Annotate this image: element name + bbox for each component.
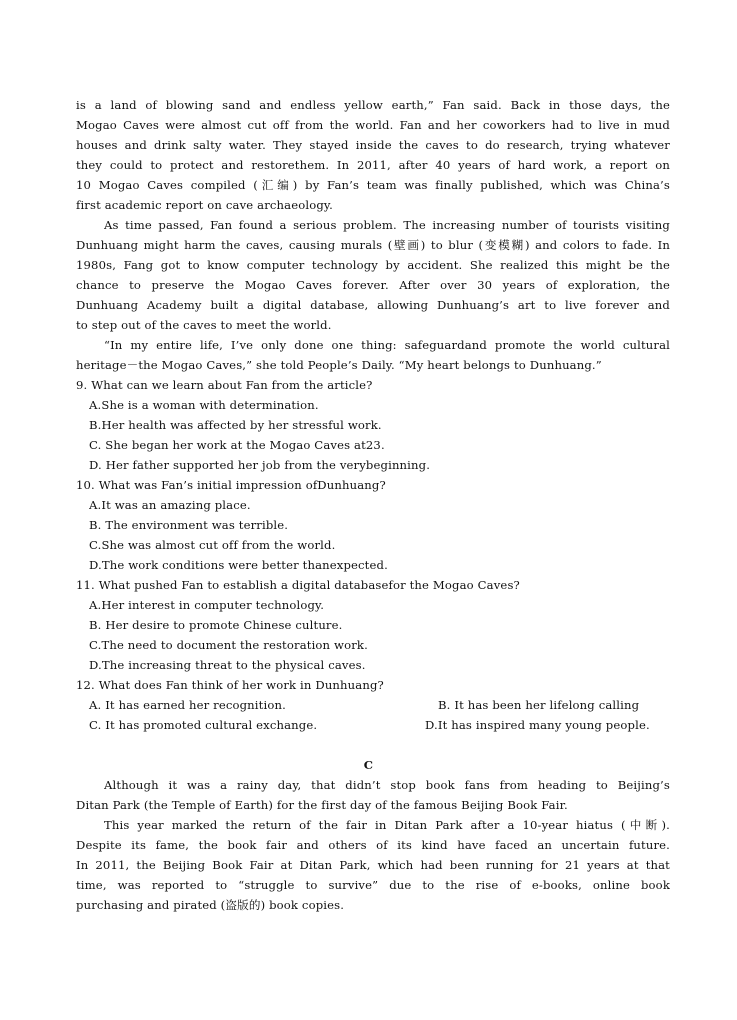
passage-line: time, was reported to “struggle to survive” due to the rise of e-books, online book — [76, 878, 670, 892]
passage-line: Dunhuang might harm the caves, causing murals (壁画) to blur (变模糊) and colors to fade. In — [76, 238, 670, 252]
option-a: A.It was an amazing place. — [89, 498, 251, 512]
option-b: B. The environment was terrible. — [89, 518, 289, 532]
option-b: B. Her desire to promote Chinese culture. — [89, 618, 343, 632]
option-b: B.Her health was affected by her stressful work. — [89, 418, 382, 432]
option-c: C. She began her work at the Mogao Caves at23. — [89, 438, 385, 452]
option-c: C.She was almost cut off from the world. — [89, 538, 336, 552]
question-stem: 10. What was Fan’s initial impression ofDunhuang? — [76, 478, 386, 492]
option-row — [89, 695, 670, 715]
passage-line: to step out of the caves to meet the world. — [76, 318, 332, 332]
option-d: D.The increasing threat to the physical caves. — [89, 658, 366, 672]
option-c: C.The need to document the restoration work. — [89, 638, 368, 652]
option-b: B. It has been her lifelong calling — [438, 698, 640, 712]
passage-line: In 2011, the Beijing Book Fair at Ditan Park, which had been running for 21 years at that — [76, 858, 670, 872]
passage-line: chance to preserve the Mogao Caves forever. After over 30 years of exploration, the — [76, 278, 670, 292]
paragraph-start: As time passed, Fan found a serious problem. The increasing number of tourists visiting — [104, 218, 670, 232]
passage-line: is a land of blowing sand and endless yellow earth,” Fan said. Back in those days, the — [76, 98, 670, 112]
option-c: C. It has promoted cultural exchange. — [89, 718, 318, 732]
option-d: D. Her father supported her job from the verybeginning. — [89, 458, 431, 472]
paragraph-start: “In my entire life, I’ve only done one thing: safeguardand promote the world cultural — [104, 338, 670, 352]
passage-line: Despite its fame, the book fair and others of its kind have faced an uncertain future. — [76, 838, 670, 852]
section-heading: C — [363, 758, 374, 772]
question-stem: 9. What can we learn about Fan from the article? — [76, 378, 373, 392]
question-stem: 12. What does Fan think of her work in Dunhuang? — [76, 678, 384, 692]
paragraph-start: This year marked the return of the fair in Ditan Park after a 10-year hiatus (中断). — [104, 818, 670, 832]
passage-line: first academic report on cave archaeology. — [76, 198, 333, 212]
passage-line: Mogao Caves were almost cut off from the world. Fan and her coworkers had to live in mud — [76, 118, 670, 132]
passage-line: they could to protect and restorethem. In 2011, after 40 years of hard work, a report on — [76, 158, 670, 172]
passage-line: Ditan Park (the Temple of Earth) for the first day of the famous Beijing Book Fair. — [76, 798, 568, 812]
passage-line: purchasing and pirated (盗版的) book copies. — [76, 898, 345, 912]
option-a: A.She is a woman with determination. — [89, 398, 319, 412]
paragraph-start: Although it was a rainy day, that didn’t stop book fans from heading to Beijing’s — [104, 778, 670, 792]
passage-line: Dunhuang Academy built a digital database, allowing Dunhuang’s art to live forever and — [76, 298, 670, 312]
option-d: D.The work conditions were better thanexpected. — [89, 558, 388, 572]
question-stem: 11. What pushed Fan to establish a digital databasefor the Mogao Caves? — [76, 578, 520, 592]
passage-line: heritage－the Mogao Caves,” she told People’s Daily. “My heart belongs to Dunhuang.” — [76, 358, 602, 372]
option-a: A.Her interest in computer technology. — [89, 598, 325, 612]
passage-line: 10 Mogao Caves compiled (汇编) by Fan’s team was finally published, which was China’s — [76, 178, 670, 192]
option-a: A. It has earned her recognition. — [89, 698, 286, 712]
option-d: D.It has inspired many young people. — [425, 718, 650, 732]
passage-line: 1980s, Fang got to know computer technology by accident. She realized this might be the — [76, 258, 670, 272]
option-row — [89, 715, 670, 735]
passage-line: houses and drink salty water. They stayed inside the caves to do research, trying whatever — [76, 138, 670, 152]
